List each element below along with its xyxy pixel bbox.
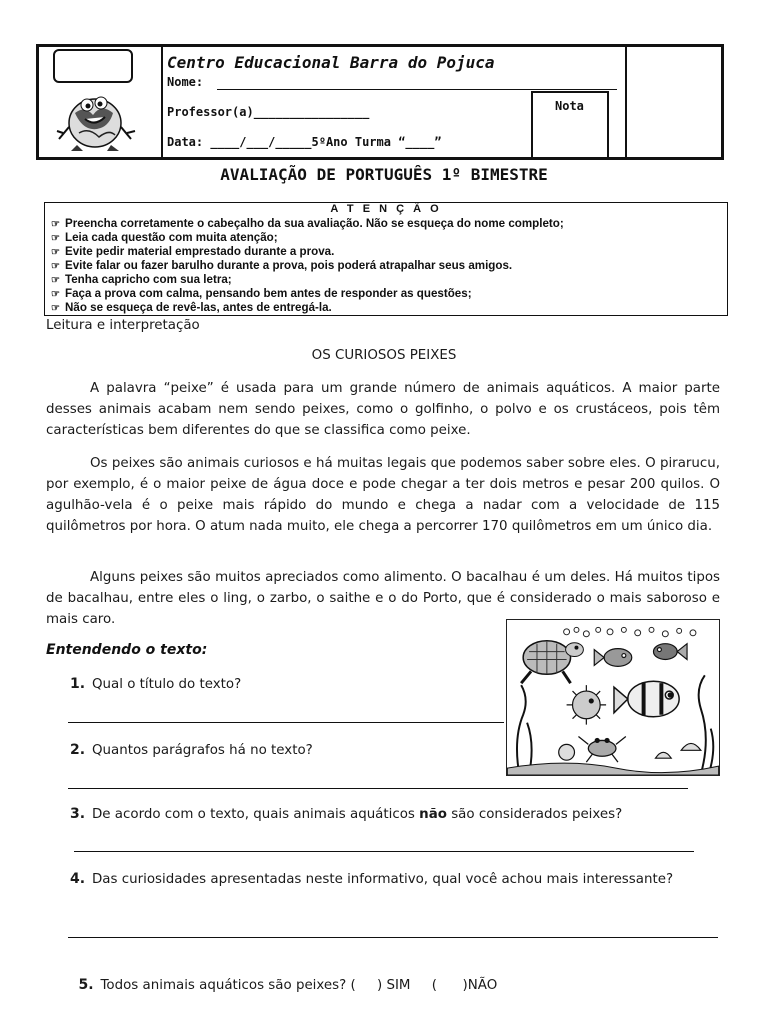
question-text[interactable]: Todos animais aquáticos são peixes? ( ) SIM ( )NÃO — [100, 978, 498, 993]
question-text: Quantos parágrafos há no texto? — [92, 743, 313, 758]
answer-line-2[interactable] — [68, 788, 688, 789]
pointing-hand-icon: ☞ — [51, 261, 60, 272]
name-label: Nome: — [167, 75, 204, 89]
pointing-hand-icon: ☞ — [51, 289, 60, 300]
question-text: Qual o título do texto? — [92, 677, 242, 692]
question-number: 4. — [70, 871, 86, 887]
answer-line-4[interactable] — [68, 937, 718, 938]
attention-item-text: Leia cada questão com muita atenção; — [65, 231, 278, 244]
question-text-start: De acordo com o texto, quais animais aquáticos — [92, 807, 420, 822]
text-title: OS CURIOSOS PEIXES — [311, 348, 457, 363]
answer-line-1[interactable] — [68, 722, 504, 723]
logo-cell — [39, 47, 163, 157]
exam-title: AVALIAÇÃO DE PORTUGUÊS 1º BIMESTRE — [220, 165, 548, 184]
attention-item — [51, 231, 278, 246]
attention-box — [44, 202, 728, 316]
paragraph: A palavra “peixe” é usada para um grande número de animais aquáticos. A maior parte desses animais acabam nem sendo peixes, como o golfinho, o polvo e os crustáceos, pois têm características bem diferentes do que se classifica como peixe. — [46, 381, 720, 438]
paragraph: Os peixes são animais curiosos e há muitas legais que podemos saber sobre eles. O pirarucu, por exemplo, é o maior peixe de água doce e pode chegar a ter dois metros e pesar 200 quilos. O agulhão-vela é o peixe mais rápido do mundo e chega a nadar com a velocidade de 115 quilômetros por hora. O atum nada muito, ele chega a percorrer 170 quilômetros em um único dia. — [46, 456, 720, 534]
question-2 — [70, 740, 490, 761]
school-name: Centro Educacional Barra do Pojuca — [167, 53, 495, 72]
mascot-globe-icon — [53, 83, 139, 153]
answer-line-3[interactable] — [74, 851, 694, 852]
attention-item — [51, 245, 334, 260]
attention-item — [51, 287, 472, 302]
question-text-bold: não — [419, 807, 447, 822]
pointing-hand-icon: ☞ — [51, 247, 60, 258]
date-class-field[interactable]: Data: ____/___/_____5ºAno Turma “____” — [167, 135, 442, 149]
pointing-hand-icon: ☞ — [51, 303, 60, 314]
info-cell — [163, 47, 625, 157]
comprehension-heading: Entendendo o texto: — [46, 642, 208, 658]
pointing-hand-icon: ☞ — [51, 233, 60, 244]
attention-item — [51, 259, 512, 274]
name-field[interactable] — [217, 89, 617, 90]
attention-item-text: Evite falar ou fazer barulho durante a prova, pois poderá atrapalhar seus amigos. — [65, 259, 513, 272]
question-number: 2. — [70, 742, 86, 758]
question-number: 1. — [70, 676, 86, 692]
professor-field[interactable]: Professor(a)________________ — [167, 105, 370, 119]
question-5 — [70, 954, 720, 996]
question-text-end: são considerados peixes? — [446, 807, 623, 822]
attention-item — [51, 273, 232, 288]
attention-heading: A T E N Ç Ã O — [330, 203, 442, 215]
grade-box — [531, 91, 609, 157]
section-label: Leitura e interpretação — [46, 318, 200, 333]
attention-item-text: Preencha corretamente o cabeçalho da sua avaliação. Não se esqueça do nome completo; — [65, 217, 564, 230]
attention-item-text: Tenha capricho com sua letra; — [65, 273, 232, 286]
grade-label: Nota — [555, 99, 584, 113]
right-empty-cell — [625, 47, 723, 157]
attention-item-text: Não se esqueça de revê-las, antes de entregá-la. — [65, 301, 332, 314]
pointing-hand-icon: ☞ — [51, 219, 60, 230]
attention-item — [51, 217, 564, 232]
paragraph: Alguns peixes são muitos apreciados como alimento. O bacalhau é um deles. Há muitos tipos de bacalhau, entre eles o ling, o zarbo, o saithe e o do Porto, que é considerado o mais saboroso e mais caro. — [46, 570, 720, 627]
pointing-hand-icon: ☞ — [51, 275, 60, 286]
attention-item — [51, 301, 332, 316]
attention-item-text: Evite pedir material emprestado durante a prova. — [65, 245, 335, 258]
question-text: Das curiosidades apresentadas neste informativo, qual você achou mais interessante? — [92, 872, 674, 887]
attention-item-text: Faça a prova com calma, pensando bem antes de responder as questões; — [65, 287, 472, 300]
sea-life-illustration — [506, 619, 720, 776]
question-number: 3. — [70, 806, 86, 822]
question-number: 5. — [78, 977, 94, 993]
question-1 — [70, 674, 490, 695]
blank-box — [53, 49, 133, 83]
header-box — [36, 44, 724, 160]
question-4 — [70, 869, 720, 890]
question-3 — [70, 804, 720, 825]
